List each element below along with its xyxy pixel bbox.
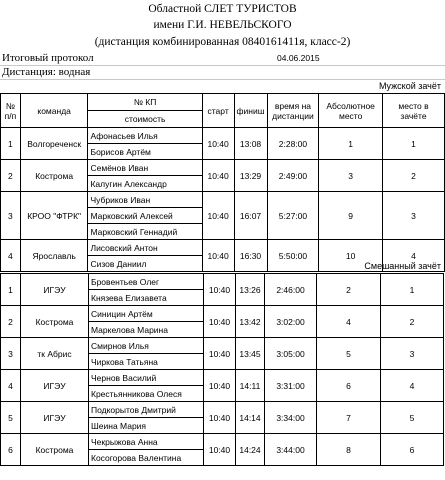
- table-row: [1, 274, 444, 290]
- distance-time: 5:50:00: [267, 240, 319, 272]
- absolute-place: 10: [319, 240, 383, 272]
- distance-time: 5:27:00: [267, 192, 319, 240]
- participant-name: Борисов Артём: [88, 144, 202, 160]
- start-time: 10:40: [204, 338, 236, 370]
- start-time: 10:40: [202, 192, 234, 240]
- absolute-place: 9: [319, 192, 383, 240]
- category-place: 5: [381, 402, 444, 434]
- absolute-place: 2: [317, 274, 381, 306]
- event-title: Областной СЛЕТ ТУРИСТОВ: [148, 3, 297, 15]
- participant-name: Чекрыжова Анна: [89, 434, 204, 450]
- col-header-time: время на дистанции: [267, 94, 319, 128]
- results-table-men: [0, 93, 445, 272]
- participant-name: Смирнов Илья: [89, 338, 204, 354]
- team-name: Кострома: [21, 434, 89, 466]
- finish-time: 13:26: [236, 274, 265, 306]
- start-time: 10:40: [204, 434, 236, 466]
- distance-time: 3:31:00: [265, 370, 317, 402]
- event-distance-info: (дистанция комбинированная 0840161411я, класс-2): [94, 36, 351, 48]
- start-time: 10:40: [202, 240, 234, 272]
- finish-time: 14:11: [236, 370, 265, 402]
- participant-name: Князева Елизавета: [89, 290, 204, 306]
- participant-name: Марковский Геннадий: [88, 224, 202, 240]
- col-header-abs-place: Абсолютное место: [319, 94, 383, 128]
- table-row: [1, 128, 445, 144]
- participant-name: Шеина Мария: [89, 418, 204, 434]
- participant-name: Калугин Александр: [88, 176, 202, 192]
- absolute-place: 4: [317, 306, 381, 338]
- participant-name: Семёнов Иван: [88, 160, 202, 176]
- team-name: Кострома: [21, 306, 89, 338]
- finish-time: 16:30: [234, 240, 267, 272]
- col-header-cost: стоимость: [88, 111, 202, 128]
- row-number: 6: [1, 434, 21, 466]
- participant-name: Марковский Алексей: [88, 208, 202, 224]
- distance-time: 3:44:00: [265, 434, 317, 466]
- absolute-place: 7: [317, 402, 381, 434]
- team-name: ИГЭУ: [21, 402, 89, 434]
- distance-time: 2:28:00: [267, 128, 319, 160]
- row-number: 2: [1, 306, 21, 338]
- team-name: ИГЭУ: [21, 370, 89, 402]
- participant-name: Чиркова Татьяна: [89, 354, 204, 370]
- participant-name: Крестьянникова Олеся: [89, 386, 204, 402]
- start-time: 10:40: [204, 370, 236, 402]
- category-place: 1: [382, 128, 444, 160]
- finish-time: 13:45: [236, 338, 265, 370]
- table-row: [1, 306, 444, 322]
- distance-time: 3:02:00: [265, 306, 317, 338]
- team-name: тк Абрис: [21, 338, 89, 370]
- participant-name: Синицин Артём: [89, 306, 204, 322]
- participant-name: Косогорова Валентина: [89, 450, 204, 466]
- distance-row: [0, 66, 445, 80]
- row-number: 1: [1, 128, 21, 160]
- row-number: 4: [1, 240, 21, 272]
- participant-name: Чернов Василий: [89, 370, 204, 386]
- col-header-num: № п/п: [1, 94, 21, 128]
- protocol-label: Итоговый протокол: [2, 52, 94, 64]
- participant-name: Подкорытов Дмитрий: [89, 402, 204, 418]
- finish-time: 13:29: [234, 160, 267, 192]
- table-row: [1, 338, 444, 354]
- protocol-date: 04.06.2015: [277, 53, 320, 63]
- table-row: [1, 240, 445, 256]
- participant-name: Бровентьев Олег: [89, 274, 204, 290]
- participant-name: Лисовский Антон: [88, 240, 202, 256]
- participant-name: Афонасьев Илья: [88, 128, 202, 144]
- row-number: 1: [1, 274, 21, 306]
- start-time: 10:40: [202, 128, 234, 160]
- start-time: 10:40: [204, 402, 236, 434]
- col-header-kp: № КП: [88, 94, 202, 111]
- col-header-place: место в зачёте: [382, 94, 444, 128]
- category-place: 4: [382, 240, 444, 272]
- protocol-row: [0, 52, 445, 66]
- section-label-mixed: Смешанный зачёт: [364, 261, 441, 271]
- team-name: Кострома: [20, 160, 88, 192]
- results-table-mixed: [0, 273, 444, 466]
- table-row: [1, 160, 445, 176]
- participant-name: Сизов Даниил: [88, 256, 202, 272]
- participant-name: Чубриков Иван: [88, 192, 202, 208]
- category-place: 1: [381, 274, 444, 306]
- distance-time: 2:46:00: [265, 274, 317, 306]
- distance-label: Дистанция: водная: [2, 66, 91, 78]
- participant-name: Маркелова Марина: [89, 322, 204, 338]
- absolute-place: 6: [317, 370, 381, 402]
- team-name: Ярославль: [20, 240, 88, 272]
- absolute-place: 3: [319, 160, 383, 192]
- start-time: 10:40: [204, 306, 236, 338]
- row-number: 4: [1, 370, 21, 402]
- absolute-place: 8: [317, 434, 381, 466]
- table-row: [1, 370, 444, 386]
- col-header-finish: финиш: [234, 94, 267, 128]
- finish-time: 16:07: [234, 192, 267, 240]
- distance-time: 3:34:00: [265, 402, 317, 434]
- category-place: 6: [381, 434, 444, 466]
- table-row: [1, 402, 444, 418]
- table-row: [1, 434, 444, 450]
- finish-time: 13:08: [234, 128, 267, 160]
- team-name: КРОО "ФТРК": [20, 192, 88, 240]
- row-number: 5: [1, 402, 21, 434]
- section-label-men: Мужской зачёт: [378, 81, 441, 91]
- absolute-place: 1: [319, 128, 383, 160]
- team-name: Волгореченск: [20, 128, 88, 160]
- start-time: 10:40: [202, 160, 234, 192]
- start-time: 10:40: [204, 274, 236, 306]
- event-subtitle: имени Г.И. НЕВЕЛЬСКОГО: [153, 19, 292, 31]
- table-row: [1, 192, 445, 208]
- category-place: 3: [381, 338, 444, 370]
- category-place: 4: [381, 370, 444, 402]
- category-place: 2: [381, 306, 444, 338]
- col-header-team: команда: [20, 94, 88, 128]
- row-number: 3: [1, 192, 21, 240]
- finish-time: 13:42: [236, 306, 265, 338]
- category-place: 3: [382, 192, 444, 240]
- finish-time: 14:14: [236, 402, 265, 434]
- row-number: 2: [1, 160, 21, 192]
- col-header-start: старт: [202, 94, 234, 128]
- distance-time: 3:05:00: [265, 338, 317, 370]
- absolute-place: 5: [317, 338, 381, 370]
- category-place: 2: [382, 160, 444, 192]
- finish-time: 14:24: [236, 434, 265, 466]
- team-name: ИГЭУ: [21, 274, 89, 306]
- distance-time: 2:49:00: [267, 160, 319, 192]
- row-number: 3: [1, 338, 21, 370]
